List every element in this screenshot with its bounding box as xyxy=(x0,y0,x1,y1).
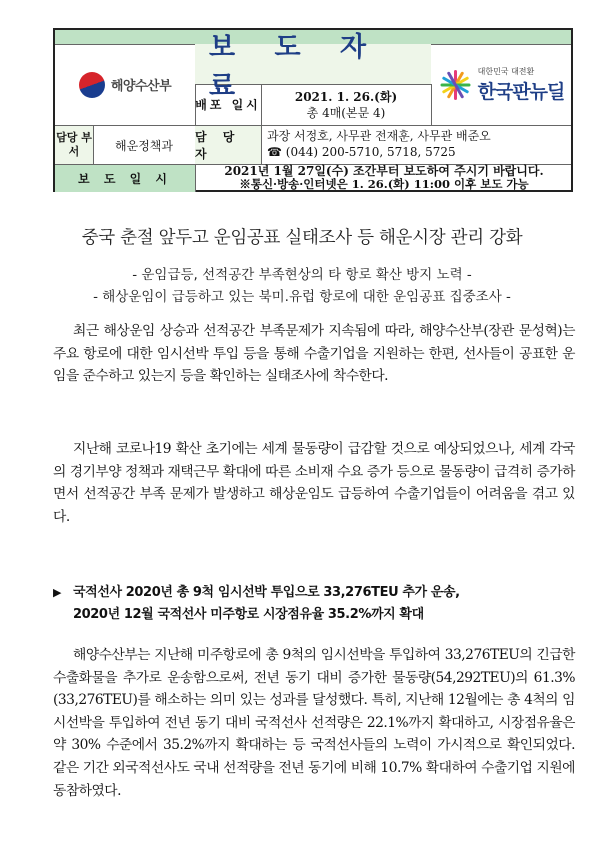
ministry-name: 해양수산부 xyxy=(110,79,172,94)
new-deal-burst-icon xyxy=(438,68,472,102)
ministry-logo xyxy=(55,44,196,125)
brand-title: 한국판뉴딜 xyxy=(477,80,565,103)
contact-names: 과장 서정호, 사무관 전재훈, 사무관 배준오 xyxy=(267,129,491,143)
press-release-header xyxy=(53,28,573,192)
paragraph-text: 최근 해상운임 상승과 선적공간 부족문제가 지속됨에 따라, 해양수산부(장관 문성혁)는 주요 항로에 대한 임시선박 투입 등을 통해 수출기업을 지원하는 한편, 선사들이 공표한 운임을 준수하고 있는지 등을 확인하는 실태조사에 착수한다. xyxy=(53,323,575,385)
embargo-line: 2021년 1월 27일(수) 조간부터 보도하여 주시기 바랍니다. xyxy=(224,164,544,178)
key-point-line: 국적선사 2020년 총 9척 임시선박 투입으로 33,276TEU 추가 운송, xyxy=(73,585,460,600)
embargo-note: ※통신·방송·인터넷은 1. 26.(화) 11:00 이후 보도 가능 xyxy=(239,177,529,191)
triangle-bullet-icon: ▶ xyxy=(53,586,62,599)
key-point xyxy=(53,582,575,626)
subheadline: - 운임급등, 선적공간 부족현상의 타 항로 확산 방지 노력 - xyxy=(132,267,472,283)
body-paragraph xyxy=(53,320,575,388)
dept-label: 담당 부서 xyxy=(55,126,94,164)
embargo-value xyxy=(201,165,567,192)
page-count: 총 4매(본문 4) xyxy=(306,105,386,120)
headline: 중국 춘절 앞두고 운임공표 실태조사 등 해운시장 관리 강화 xyxy=(81,228,523,248)
taegeuk-emblem-icon xyxy=(79,72,105,98)
brand-subtitle: 대한민국 대전환 xyxy=(477,66,535,76)
document-title: 보 도 자 료 xyxy=(209,32,382,102)
paragraph-text: 해양수산부는 지난해 미주항로에 총 9척의 임시선박을 투입하여 33,276TEU의 긴급한 수출화물을 추가로 운송함으로써, 전년 동기 대비 증가한 물동량(54,292TEU)의 61.3%(33,276TEU)를 해소하는 의미 있는 성과를 달성했다. 특히, 지난해 12월에는 총 4척의 임시선박을 투입하여 전년 동기 대비 국적선사 선적량은 22.1%까지 확대하고, 시장점유율은 약 30% 수준에서 35.2%까지 확대하는 등 국적선사들의 노력이 가시적으로 확인되었다. 같은 기간 외국적선사도 국내 선적량을 전년 동기에 비해 10.7% 확대하여 수출기업 지원에 동참하였다. xyxy=(53,647,575,799)
contact-value xyxy=(267,128,567,162)
body-paragraph xyxy=(53,644,575,802)
contact-label: 담 당 자 xyxy=(195,126,262,164)
embargo-label: 보 도 일 시 xyxy=(55,165,196,192)
contact-phone: ☎ (044) 200-5710, 5718, 5725 xyxy=(267,145,456,159)
key-point-line: 2020년 12월 국적선사 미주항로 시장점유율 35.2%까지 확대 xyxy=(73,607,424,622)
brand-text xyxy=(478,66,565,104)
subheadline: - 해상운임이 급등하고 있는 북미.유럽 항로에 대한 운임공표 집중조사 - xyxy=(93,289,511,305)
release-label: 배포 일시 xyxy=(195,84,262,125)
body-paragraph xyxy=(53,438,575,528)
korean-new-deal-logo xyxy=(431,44,571,125)
release-date: 2021. 1. 26.(화) xyxy=(294,89,398,104)
release-date-cell xyxy=(261,84,432,125)
dept-value: 해운정책과 xyxy=(93,126,196,164)
paragraph-text: 지난해 코로나19 확산 초기에는 세계 물동량이 급감할 것으로 예상되었으나, 세계 각국의 경기부양 정책과 재택근무 확대에 따른 소비재 수요 증가 등으로 물동량이 급격히 증가하면서 선적공간 부족 문제가 발생하고 해상운임도 급등하여 수출기업들이 어려움을 겪고 있다. xyxy=(53,441,575,525)
